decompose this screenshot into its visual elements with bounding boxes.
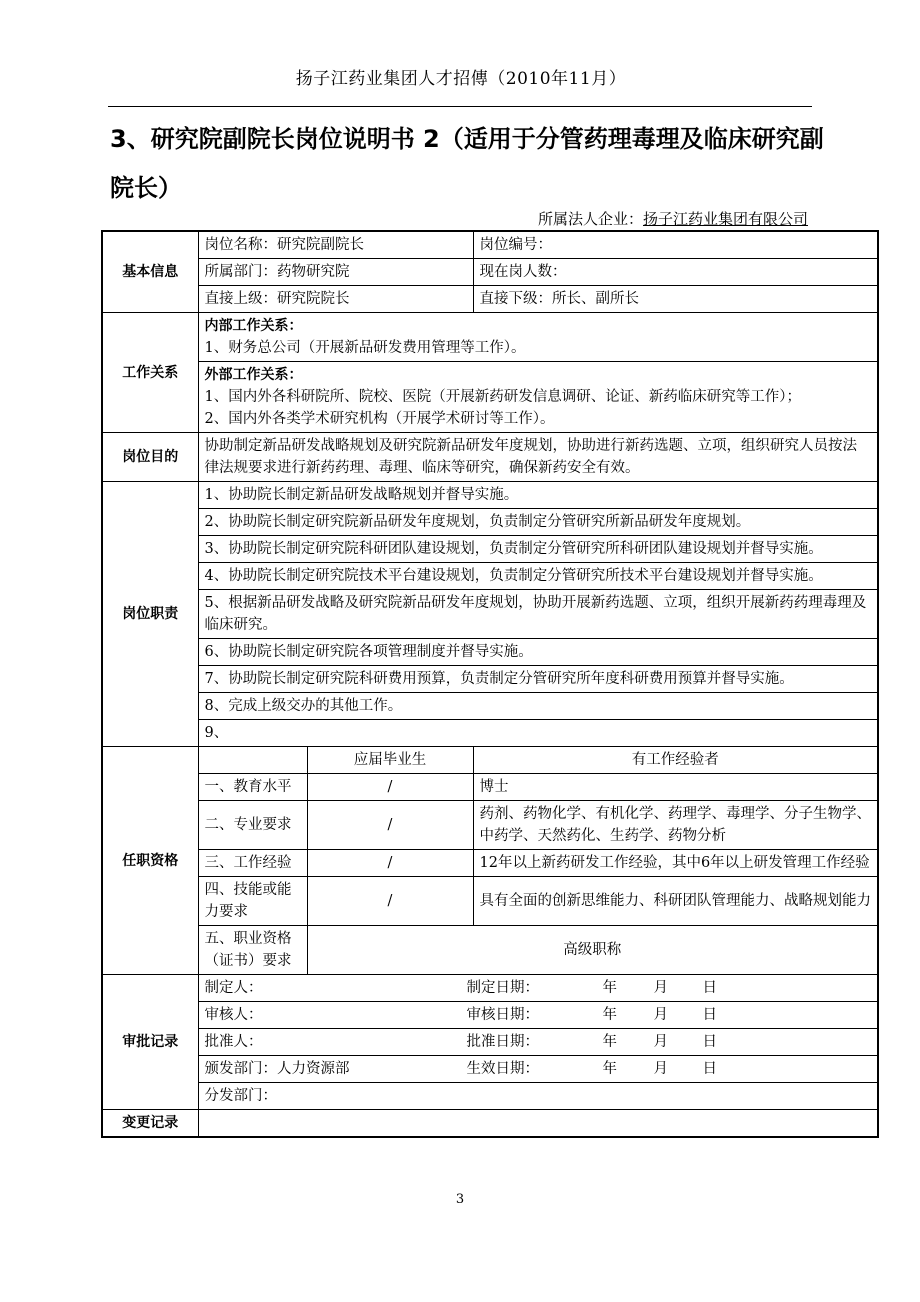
qualification-header-row (102, 747, 878, 774)
approval-person: 审核人： (204, 1007, 263, 1023)
approval-year: 年 (602, 1007, 617, 1023)
job-description-table (101, 230, 879, 1138)
duty-item: 7、协助院长制定研究院科研费用预算，负责制定分管研究所年度科研费用预算并督导实施。 (198, 666, 878, 693)
changes-category: 变更记录 (102, 1110, 198, 1138)
approval-day: 日 (702, 1007, 717, 1023)
qualification-row (102, 774, 878, 801)
approval-category: 审批记录 (102, 975, 198, 1110)
col-graduate: 应届毕业生 (307, 747, 473, 774)
approval-year: 年 (602, 980, 617, 996)
relations-internal-row (102, 313, 878, 362)
certificate-row (102, 926, 878, 975)
external-item: 2、国内外各类学术研究机构（开展学术研讨等工作）。 (204, 411, 555, 427)
qualification-row (102, 801, 878, 850)
duty-item: 4、协助院长制定研究院技术平台建设规划，负责制定分管研究所技术平台建设规划并督导实施。 (198, 563, 878, 590)
qualification-row (102, 877, 878, 926)
external-relations (198, 362, 878, 433)
headcount: 现在岗人数： (473, 259, 878, 286)
duty-item: 8、完成上级交办的其他工作。 (198, 693, 878, 720)
duty-row (102, 590, 878, 639)
purpose-text: 协助制定新品研发战略规划及研究院新品研发年度规划，协助进行新药选题、立项，组织研究人员按法律法规要求进行新药药理、毒理、临床等研究，确保新药安全有效。 (198, 433, 878, 482)
internal-title: 内部工作关系： (204, 318, 303, 334)
basic-category: 基本信息 (102, 231, 198, 313)
duty-item: 5、根据新品研发战略及研究院新品研发年度规划，协助开展新药选题、立项，组织开展新药药理毒理及临床研究。 (198, 590, 878, 639)
relations-category: 工作关系 (102, 313, 198, 433)
approval-date-label: 制定日期： (466, 980, 539, 996)
company-line (538, 208, 808, 229)
qualification-graduate: / (307, 850, 473, 877)
approval-day: 日 (702, 1034, 717, 1050)
internal-relations (198, 313, 878, 362)
qualification-experienced: 12年以上新药研发工作经验，其中6年以上研发管理工作经验 (473, 850, 878, 877)
approval-line (198, 1056, 878, 1083)
qualification-experienced: 具有全面的创新思维能力、科研团队管理能力、战略规划能力 (473, 877, 878, 926)
qualification-graduate: / (307, 774, 473, 801)
qualification-label: 四、技能或能力要求 (198, 877, 307, 926)
col-experienced: 有工作经验者 (473, 747, 878, 774)
purpose-row (102, 433, 878, 482)
department: 所属部门：药物研究院 (198, 259, 473, 286)
approval-person: 批准人： (204, 1034, 263, 1050)
qualification-label: 二、专业要求 (198, 801, 307, 850)
approval-row (102, 975, 878, 1002)
approval-line (198, 1029, 878, 1056)
duty-row (102, 563, 878, 590)
distribution-row (102, 1083, 878, 1110)
qualification-label: 一、教育水平 (198, 774, 307, 801)
qualification-experienced: 药剂、药物化学、有机化学、药理学、毒理学、分子生物学、中药学、天然药化、生药学、药物分析 (473, 801, 878, 850)
approval-month: 月 (653, 980, 668, 996)
document-title: 3、研究院副院长岗位说明书 2（适用于分管药理毒理及临床研究副院长） (110, 125, 824, 202)
approval-month: 月 (653, 1007, 668, 1023)
certificate-value: 高级职称 (307, 926, 878, 975)
external-item: 1、国内外各科研院所、院校、医院（开展新药研发信息调研、论证、新药临床研究等工作）； (204, 389, 801, 405)
duty-row (102, 666, 878, 693)
approval-date-label: 审核日期： (466, 1007, 539, 1023)
approval-month: 月 (653, 1061, 668, 1077)
qualification-graduate: / (307, 801, 473, 850)
approval-person: 颁发部门：人力资源部 (204, 1061, 350, 1077)
approval-row (102, 1029, 878, 1056)
approval-day: 日 (702, 1061, 717, 1077)
internal-item: 1、财务总公司（开展新品研发费用管理等工作）。 (204, 340, 526, 356)
approval-month: 月 (653, 1034, 668, 1050)
duty-row (102, 639, 878, 666)
company-label: 所属法人企业： (537, 210, 643, 228)
page-number: 3 (455, 1192, 465, 1207)
changes-content (198, 1110, 878, 1138)
approval-row (102, 1056, 878, 1083)
duty-row (102, 509, 878, 536)
duty-item: 2、协助院长制定研究院新品研发年度规划，负责制定分管研究所新品研发年度规划。 (198, 509, 878, 536)
approval-day: 日 (702, 980, 717, 996)
company-name: 扬子江药业集团有限公司 (642, 210, 808, 228)
basic-row-1 (102, 231, 878, 259)
qualification-graduate: / (307, 877, 473, 926)
duty-row (102, 720, 878, 747)
purpose-category: 岗位目的 (102, 433, 198, 482)
distribution-department: 分发部门： (198, 1083, 878, 1110)
qualification-label: 三、工作经验 (198, 850, 307, 877)
basic-row-3 (102, 286, 878, 313)
external-title: 外部工作关系： (204, 367, 303, 383)
certificate-label: 五、职业资格（证书）要求 (198, 926, 307, 975)
direct-superior: 直接上级：研究院院长 (198, 286, 473, 313)
changes-row (102, 1110, 878, 1138)
qualifications-category: 任职资格 (102, 747, 198, 975)
duty-row (102, 693, 878, 720)
approval-year: 年 (602, 1061, 617, 1077)
position-no: 岗位编号： (473, 231, 878, 259)
approval-line (198, 975, 878, 1002)
duty-row (102, 536, 878, 563)
qualification-row (102, 850, 878, 877)
approval-line (198, 1002, 878, 1029)
duty-item: 3、协助院长制定研究院科研团队建设规划，负责制定分管研究所科研团队建设规划并督导实施。 (198, 536, 878, 563)
qualification-corner (198, 747, 307, 774)
position-name: 岗位名称：研究院副院长 (198, 231, 473, 259)
basic-row-2 (102, 259, 878, 286)
approval-person: 制定人： (204, 980, 263, 996)
duty-item: 9、 (198, 720, 878, 747)
direct-subordinate: 直接下级：所长、副所长 (473, 286, 878, 313)
header-rule (108, 106, 812, 107)
duties-category: 岗位职责 (102, 482, 198, 747)
duty-row (102, 482, 878, 509)
approval-row (102, 1002, 878, 1029)
qualification-experienced: 博士 (473, 774, 878, 801)
relations-external-row (102, 362, 878, 433)
duty-item: 6、协助院长制定研究院各项管理制度并督导实施。 (198, 639, 878, 666)
approval-date-label: 生效日期： (466, 1061, 539, 1077)
duty-item: 1、协助院长制定新品研发战略规划并督导实施。 (198, 482, 878, 509)
approval-date-label: 批准日期： (466, 1034, 539, 1050)
page-header: 扬子江药业集团人才招傳（2010年11月） (295, 69, 627, 89)
approval-year: 年 (602, 1034, 617, 1050)
